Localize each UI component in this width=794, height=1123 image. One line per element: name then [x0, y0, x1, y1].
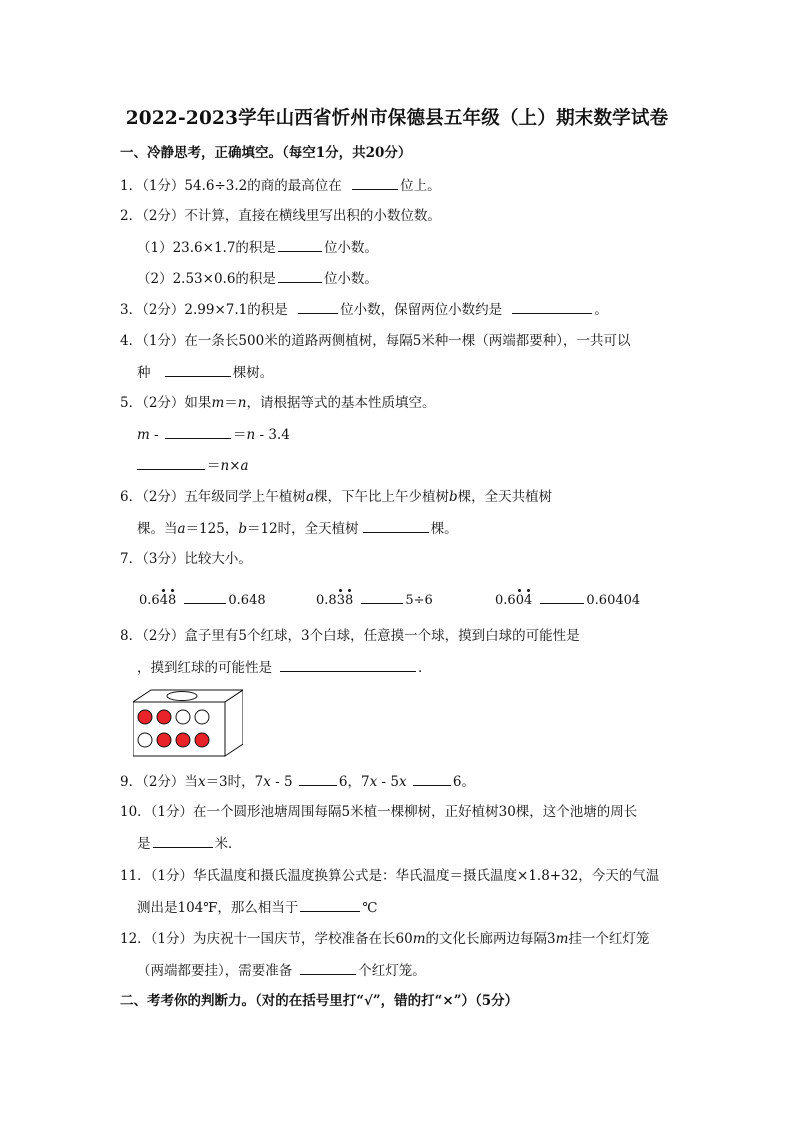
answer-blank[interactable] [278, 237, 322, 252]
red-ball [138, 710, 152, 724]
red-ball [157, 733, 171, 747]
answer-blank[interactable] [184, 589, 226, 604]
repeating-digit: 3 [337, 593, 345, 608]
question-9: 9．（2分）当x＝3时，7x - 5 6，7x - 5x 6。 [120, 771, 475, 792]
answer-blank[interactable] [153, 833, 213, 848]
question-6: 6．（2分）五年级同学上午植树a棵，下午比上午少植树b棵，全天共植树 [120, 489, 553, 505]
answer-blank[interactable] [299, 771, 337, 786]
compare-item-3: 0.6 0 4 0.60404 [495, 589, 640, 608]
red-ball [157, 710, 171, 724]
answer-blank[interactable] [352, 175, 398, 190]
page-title: 2022-2023学年山西省忻州市保德县五年级（上）期末数学试卷 [125, 108, 669, 129]
answer-blank[interactable] [512, 299, 592, 314]
question-5-row-2: ＝n×a [137, 455, 249, 476]
answer-blank[interactable] [361, 589, 403, 604]
answer-blank[interactable] [413, 771, 451, 786]
question-10: 10．（1分）在一个圆形池塘周围每隔5米植一棵柳树，正好植树30棵，这个池塘的周长 [120, 804, 638, 820]
question-11: 11．（1分）华氏温度和摄氏温度换算公式是：华氏温度＝摄氏温度×1.8+32，今天的气温 [120, 868, 660, 884]
question-8-line-2: ，摸到红球的可能性是 ． [137, 657, 432, 678]
red-ball [176, 733, 190, 747]
answer-blank[interactable] [165, 362, 231, 377]
question-10-line-2: 是 米． [137, 833, 242, 854]
question-3: 3．（2分）2.99×7.1的积是 位小数，保留两位小数约是 。 [120, 299, 608, 320]
box-opening [167, 692, 197, 701]
repeating-digit: 8 [345, 593, 353, 608]
question-4-line-2: 种 棵树。 [137, 362, 273, 383]
question-8: 8．（2分）盒子里有5个红球，3个白球，任意摸一个球，摸到白球的可能性是 [120, 628, 580, 644]
question-1: 1．（1分）54.6÷3.2的商的最高位在 位上。 [120, 175, 441, 196]
question-2-sub-2: （2）2.53×0.6的积是 位小数。 [137, 268, 378, 289]
question-11-line-2: 测出是104℉，那么相当于 ℃ [137, 897, 378, 918]
answer-blank[interactable] [280, 657, 416, 672]
answer-blank[interactable] [137, 455, 205, 470]
white-ball [195, 710, 209, 724]
ball-box-svg [133, 688, 243, 758]
answer-blank[interactable] [300, 897, 360, 912]
answer-blank[interactable] [363, 518, 429, 533]
answer-blank[interactable] [278, 268, 322, 283]
question-2-sub-1: （1）23.6×1.7的积是 位小数。 [137, 237, 378, 258]
repeating-digit: 4 [160, 593, 168, 608]
white-ball [176, 710, 190, 724]
section-2-heading: 二、考考你的判断力。（对的在括号里打“√”，错的打“×”）（5分） [120, 993, 519, 1009]
compare-item-1: 0.6 4 8 0.648 [139, 589, 266, 608]
repeating-digit: 0 [516, 593, 524, 608]
question-4: 4．（1分）在一条长500米的道路两侧植树，每隔5米种一棵（两端都要种），一共可以 [120, 333, 631, 349]
question-6-line-2: 棵。当a＝125，b＝12时，全天植树 棵。 [137, 518, 458, 539]
question-2: 2．（2分）不计算，直接在横线里写出积的小数位数。 [120, 208, 441, 224]
white-ball [138, 733, 152, 747]
answer-blank[interactable] [300, 960, 356, 975]
question-5-row-1: m - ＝n - 3.4 [137, 424, 290, 445]
answer-blank[interactable] [540, 589, 584, 604]
question-12: 12．（1分）为庆祝十一国庆节，学校准备在长60m的文化长廊两边每隔3m挂一个红灯笼 [120, 931, 650, 947]
repeating-digit: 8 [168, 593, 176, 608]
repeating-digit: 4 [524, 593, 532, 608]
question-7: 7．（3分）比较大小。 [120, 551, 252, 567]
answer-blank[interactable] [165, 424, 231, 439]
ball-box-illustration [133, 688, 243, 758]
question-5: 5．（2分）如果m＝n，请根据等式的基本性质填空。 [120, 395, 436, 411]
compare-item-2: 0.8 3 8 5÷6 [316, 589, 433, 608]
section-1-heading: 一、冷静思考，正确填空。（每空1分，共20分） [120, 145, 412, 161]
box-side [225, 690, 243, 756]
question-12-line-2: （两端都要挂），需要准备 个红灯笼。 [137, 960, 426, 981]
answer-blank[interactable] [298, 299, 338, 314]
red-ball [195, 733, 209, 747]
